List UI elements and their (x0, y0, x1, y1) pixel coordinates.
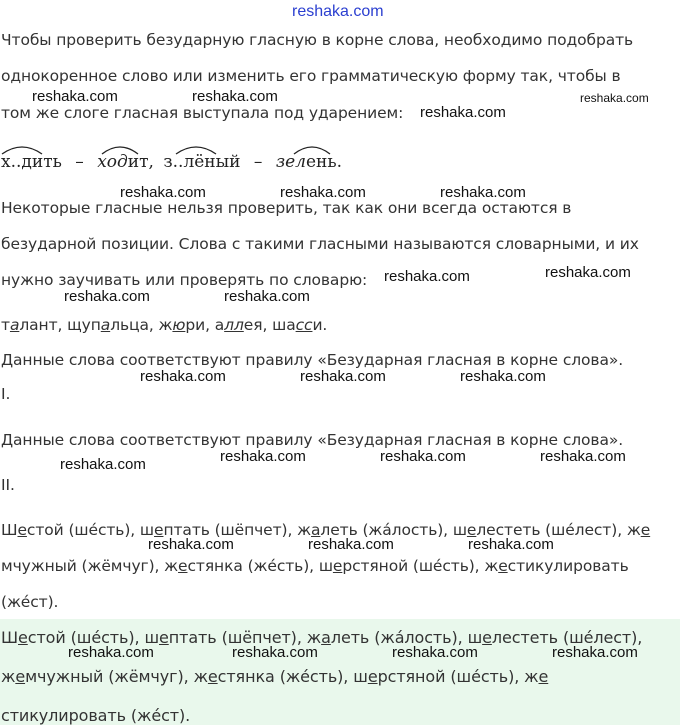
underlined-letter: сс (295, 316, 313, 334)
text-segment: (же́ст). (1, 593, 59, 611)
root-arc (176, 147, 216, 154)
root-arcs (0, 136, 380, 158)
watermark: reshaka.com (192, 88, 278, 105)
underlined-letter: а (311, 521, 321, 539)
rule-text: Данные слова соответствуют правилу «Безударная гласная в корне слова». (1, 351, 624, 369)
answer-line (1, 667, 548, 686)
watermark: reshaka.com (120, 184, 206, 201)
task-line (1, 593, 58, 611)
word-part: ея, (243, 316, 273, 334)
example-word-root: ход (97, 152, 128, 172)
watermark: reshaka.com (420, 104, 506, 121)
watermark: reshaka.com (148, 536, 234, 553)
paragraph-line: Некоторые гласные нельзя проверить, так как они всегда остаются в (1, 199, 572, 217)
text-segment: Ш (1, 521, 18, 539)
site-link[interactable]: reshaka.com (292, 3, 384, 20)
text-segment: леть (жа́лость), ш (320, 521, 467, 539)
underlined-letter: лл (224, 316, 244, 334)
watermark: reshaka.com (220, 448, 306, 465)
roman-numeral: II. (1, 476, 15, 494)
word-part: и. (312, 316, 328, 334)
word-part: ри, (185, 316, 215, 334)
underlined-letter: е (367, 667, 378, 686)
underlined-letter: е (640, 521, 651, 539)
text-segment: мчужный (жёмчуг), ж (25, 667, 208, 686)
underlined-letter: е (207, 667, 218, 686)
example-word-root: зел (275, 152, 306, 172)
underlined-letter: е (332, 557, 343, 575)
text-segment: лестеть (ше́лест), (491, 628, 643, 647)
example-word-ending: ень. (305, 152, 343, 172)
underlined-letter: е (159, 628, 169, 647)
paragraph-line: нужно заучивать или проверять по словарю: (1, 271, 368, 289)
paragraph-line: Чтобы проверить безударную гласную в корне слова, необходимо подобрать (1, 31, 634, 49)
text-segment: стикулировать (же́ст). (1, 706, 191, 725)
word-part: льца, (110, 316, 159, 334)
watermark: reshaka.com (232, 644, 318, 661)
root-arc (2, 147, 42, 154)
underlined-letter: е (18, 628, 28, 647)
watermark: reshaka.com (580, 91, 649, 105)
watermark: reshaka.com (392, 644, 478, 661)
watermark: reshaka.com (300, 368, 386, 385)
underlined-letter: е (154, 521, 164, 539)
underlined-letter: е (538, 667, 549, 686)
text-segment: е́ (88, 521, 98, 539)
watermark: reshaka.com (32, 88, 118, 105)
text-segment: стянка (же́сть), ш (217, 667, 368, 686)
underlined-letter: а (100, 316, 111, 334)
watermark: reshaka.com (308, 536, 394, 553)
example-word-ending: дить (21, 152, 62, 172)
underlined-letter: е (15, 667, 26, 686)
word-part: а (214, 316, 225, 334)
paragraph-line: однокоренное слово или изменить его грамматическую форму так, чтобы в (1, 67, 621, 85)
text-segment: стянка (же́сть), ш (187, 557, 333, 575)
watermark: reshaka.com (384, 268, 470, 285)
watermark: reshaka.com (552, 644, 638, 661)
text-segment: рстяной (ше́сть), ж (342, 557, 499, 575)
example-dash: – (75, 152, 84, 172)
text-segment: лестеть (ше́лест), ж (476, 521, 641, 539)
text-segment: леть (жа́лость), ш (330, 628, 483, 647)
watermark: reshaka.com (540, 448, 626, 465)
underlined-letter: е (466, 521, 477, 539)
watermark: reshaka.com (440, 184, 526, 201)
example-dash: – (253, 152, 263, 172)
underlined-letter: а (321, 628, 331, 647)
text-segment: стой (ше́сть), ш (27, 628, 159, 647)
watermark: reshaka.com (468, 536, 554, 553)
watermark: reshaka.com (60, 456, 146, 473)
roman-numeral: I. (1, 385, 11, 403)
text-segment: ж (1, 667, 16, 686)
text-segment: рстяной (ше́сть), ж (377, 667, 539, 686)
word-part: щуп (67, 316, 101, 334)
word-part: лант, (19, 316, 68, 334)
text-segment: стикулировать (507, 557, 629, 575)
watermark: reshaka.com (380, 448, 466, 465)
example-word-ending: лёный (183, 152, 241, 172)
dictionary-words (1, 316, 327, 334)
paragraph-line: безударной позиции. Слова с такими гласными называются словарными, и их (1, 235, 639, 253)
text-segment: птать (шёпчет), ж (163, 521, 311, 539)
watermark: reshaka.com (64, 288, 150, 305)
root-arc (294, 147, 330, 154)
text-segment: стой (ш (26, 521, 89, 539)
word-part: т (1, 316, 10, 334)
text-segment: сть), ш (97, 521, 155, 539)
watermark: reshaka.com (68, 644, 154, 661)
text-segment: Ш (1, 628, 19, 647)
example-word-root: х.. (1, 152, 22, 172)
answer-line (1, 706, 190, 725)
text-segment: мчужный (жёмчуг), ж (1, 557, 179, 575)
underlined-letter: ю (172, 316, 186, 334)
underlined-letter: е (482, 628, 492, 647)
watermark: reshaka.com (280, 184, 366, 201)
task-line (1, 557, 629, 575)
underlined-letter: е (178, 557, 188, 575)
rule-text: Данные слова соответствуют правилу «Безударная гласная в корне слова». (1, 431, 624, 449)
word-part: ж (158, 316, 173, 334)
example-word-root: з.. (163, 152, 184, 172)
underlined-letter: е (17, 521, 27, 539)
word-part: ша (272, 316, 296, 334)
watermark: reshaka.com (224, 288, 310, 305)
watermark: reshaka.com (140, 368, 226, 385)
example-word-ending: ит, (127, 152, 154, 172)
underlined-letter: е (498, 557, 508, 575)
text-segment: птать (шёпчет), ж (168, 628, 322, 647)
paragraph-line: том же слоге гласная выступала под ударением: (1, 104, 404, 122)
underlined-letter: а (9, 316, 20, 334)
root-arc (102, 147, 138, 154)
watermark: reshaka.com (545, 264, 631, 281)
watermark: reshaka.com (460, 368, 546, 385)
